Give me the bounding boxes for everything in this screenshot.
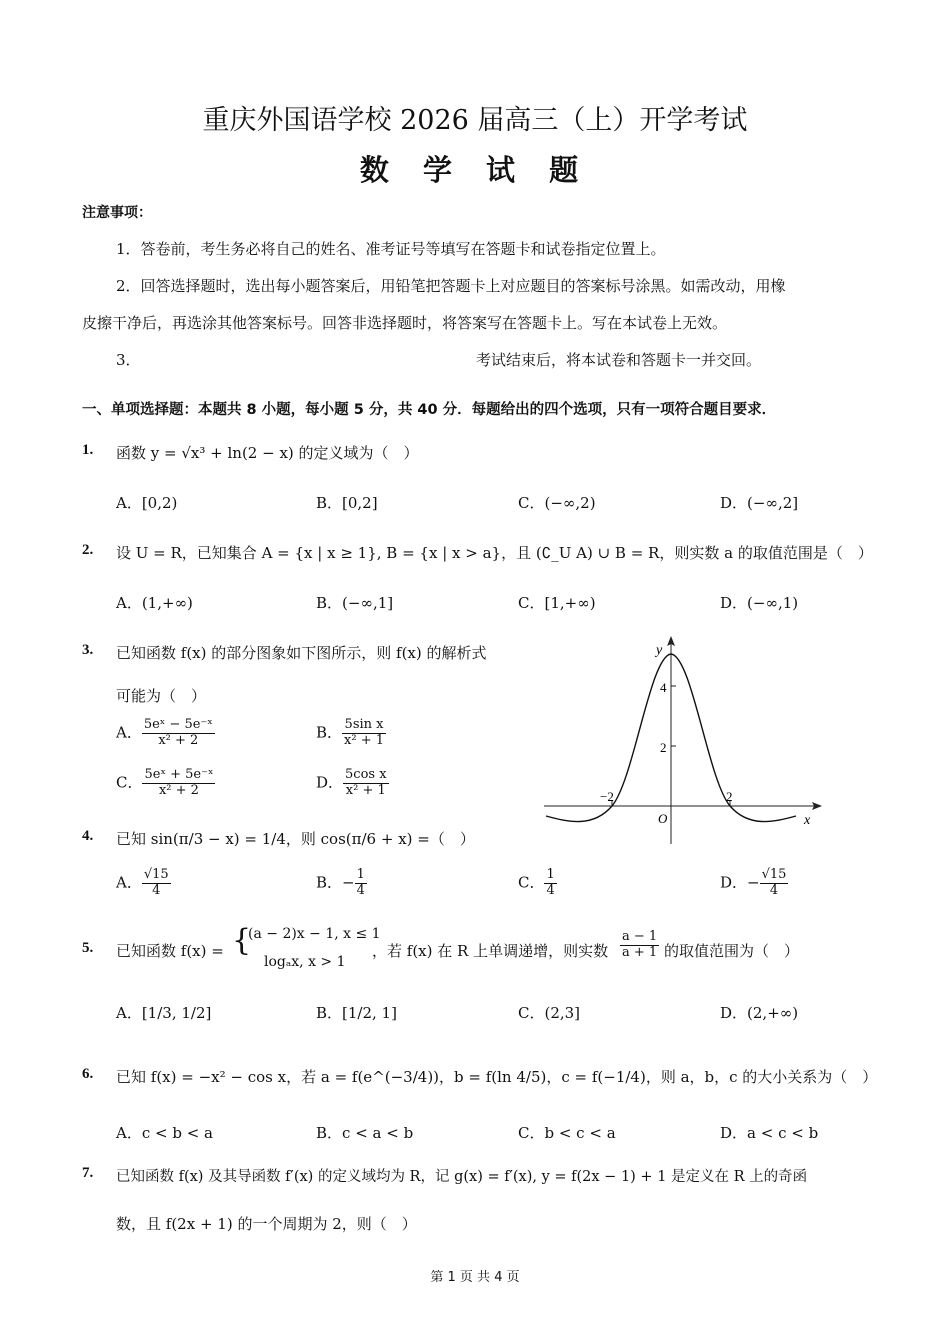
q3-option-b-label: B．	[316, 723, 343, 742]
q3-option-c-denominator: x² + 2	[158, 782, 199, 798]
q3-option-c	[116, 768, 215, 799]
q5-option-c: C．(2,3]	[518, 1004, 581, 1022]
q4-option-b-fraction	[355, 868, 367, 899]
q5-case-1: (a − 2)x − 1, x ≤ 1	[248, 926, 381, 942]
y-tick-label-4: 4	[660, 680, 667, 695]
exam-title: 重庆外国语学校 2026 届高三（上）开学考试	[202, 105, 748, 136]
q3-option-c-fraction	[142, 768, 215, 799]
notice-item-2a: 2．回答选择题时，选出每小题答案后，用铅笔把答题卡上对应题目的答案标号涂黑。如需改动，用橡	[116, 277, 786, 295]
q6-number: 6.	[82, 1066, 94, 1082]
q3-option-c-label: C．	[116, 773, 143, 792]
q2-option-d: D．(−∞,1)	[720, 594, 799, 612]
q4-stem: 已知 sin(π/3 − x) = 1/4，则 cos(π/6 + x) =（ ）	[116, 830, 475, 848]
q4-option-a-fraction	[142, 868, 171, 899]
q1-option-b: B．[0,2]	[316, 494, 378, 512]
q5-option-a: A．[1/3, 1/2]	[116, 1004, 212, 1022]
q3-option-d-fraction	[343, 768, 389, 799]
notice-item-3a: 3．	[116, 351, 141, 369]
notice-item-1: 1．答卷前，考生务必将自己的姓名、准考证号等填写在答题卡和试卷指定位置上。	[116, 240, 666, 258]
x-tick-label-2: 2	[726, 789, 733, 804]
q4-option-b-numerator: 1	[356, 867, 365, 882]
q4-option-d-label: D．−	[720, 873, 760, 892]
q1-number: 1.	[82, 442, 94, 458]
notice-heading: 注意事项：	[82, 205, 152, 221]
q4-option-d-fraction	[760, 868, 789, 899]
q4-option-c-denominator: 4	[546, 882, 555, 898]
q1-option-d: D．(−∞,2]	[720, 494, 799, 512]
q3-stem-line2: 可能为（ ）	[116, 687, 207, 705]
q1-option-c: C．(−∞,2)	[518, 494, 596, 512]
q4-option-a-numerator: √15	[143, 867, 169, 882]
q4-option-a-label: A．	[116, 873, 142, 892]
notice-item-3b: 考试结束后，将本试卷和答题卡一并交回。	[476, 351, 762, 369]
q5-option-d: D．(2,+∞)	[720, 1004, 799, 1022]
q3-option-b-denominator: x² + 1	[344, 732, 385, 748]
q7-number: 7.	[82, 1165, 94, 1181]
exam-subtitle: 数 学 试 题	[359, 153, 591, 187]
q5-stem-b: ，若 f(x) 在 R 上单调递增，则实数	[372, 942, 609, 960]
q6-option-c: C．b < c < a	[518, 1124, 616, 1142]
q3-option-c-numerator: 5eˣ + 5e⁻ˣ	[144, 767, 214, 782]
q7-stem-line1: 已知函数 f(x) 及其导函数 f′(x) 的定义域均为 R，记 g(x) = f′(x), y = f(2x − 1) + 1 是定义在 R 上的奇函	[116, 1169, 808, 1185]
q3-function-graph	[538, 630, 828, 850]
q4-option-d-numerator: √15	[761, 867, 787, 882]
q2-option-c: C．[1,+∞)	[518, 594, 596, 612]
q3-option-d-denominator: x² + 1	[345, 782, 386, 798]
q2-option-a: A．(1,+∞)	[116, 594, 193, 612]
q7-stem-line2: 数，且 f(2x + 1) 的一个周期为 2，则（ ）	[116, 1215, 417, 1233]
q2-stem: 设 U = R，已知集合 A = {x | x ≥ 1}, B = {x | x > a}，且 (∁_U A) ∪ B = R，则实数 a 的取值范围是（ ）	[116, 544, 873, 562]
origin-label: O	[658, 811, 668, 826]
q3-option-a	[116, 718, 215, 749]
q6-option-a: A．c < b < a	[116, 1124, 213, 1142]
notice-item-2b: 皮擦干净后，再选涂其他答案标号。回答非选择题时，将答案写在答题卡上。写在本试卷上无效。	[82, 314, 728, 332]
q5-stem-fraction-denominator: a + 1	[622, 944, 658, 960]
q4-option-d	[720, 868, 788, 899]
q6-stem: 已知 f(x) = −x² − cos x，若 a = f(e^(−3/4))，b = f(ln 4/5)，c = f(−1/4)，则 a，b，c 的大小关系为（ ）	[116, 1068, 878, 1086]
q4-option-a	[116, 868, 171, 899]
q3-option-a-fraction	[142, 718, 215, 749]
q2-option-b: B．(−∞,1]	[316, 594, 394, 612]
q3-option-b-numerator: 5sin x	[342, 718, 386, 734]
q5-stem-fraction-numerator: a − 1	[622, 929, 658, 944]
q4-option-a-denominator: 4	[152, 882, 161, 898]
y-tick-label-2: 2	[660, 740, 667, 755]
q4-option-c-numerator: 1	[546, 867, 555, 882]
q3-number: 3.	[82, 642, 94, 658]
q1-option-a: A．[0,2)	[116, 494, 178, 512]
q4-option-b-label: B．−	[316, 873, 355, 892]
q5-case-2: logₐx, x > 1	[264, 954, 346, 970]
y-axis-label: y	[656, 643, 663, 658]
q3-stem-line1: 已知函数 f(x) 的部分图象如下图所示，则 f(x) 的解析式	[116, 644, 487, 662]
q3-option-b-fraction	[342, 718, 386, 749]
q4-option-c	[518, 868, 557, 899]
q4-option-d-denominator: 4	[769, 882, 779, 898]
q3-option-d-label: D．	[316, 773, 344, 792]
x-axis-label: x	[804, 813, 811, 828]
q3-option-d-numerator: 5cos x	[345, 767, 387, 782]
q5-stem-c: 的取值范围为（ ）	[664, 942, 800, 960]
q3-option-a-numerator: 5eˣ − 5e⁻ˣ	[143, 717, 213, 732]
q1-stem: 函数 y = √x³ + ln(2 − x) 的定义域为（ ）	[116, 444, 419, 462]
q4-option-b-denominator: 4	[356, 882, 365, 898]
q3-option-a-label: A．	[116, 723, 142, 742]
q6-option-b: B．c < a < b	[316, 1124, 414, 1142]
q2-number: 2.	[82, 542, 94, 558]
q5-number: 5.	[82, 940, 94, 956]
x-tick-label-neg2: −2	[600, 789, 614, 804]
q3-option-b	[316, 718, 386, 749]
q5-brace: {	[232, 923, 252, 958]
q4-option-c-fraction	[544, 868, 556, 899]
q5-option-b: B．[1/2, 1]	[316, 1004, 397, 1022]
q3-option-a-denominator: x² + 2	[158, 732, 199, 748]
q4-option-c-label: C．	[518, 873, 545, 892]
section-heading: 一、单项选择题：本题共 8 小题，每小题 5 分，共 40 分．每题给出的四个选项，只有一项符合题目要求．	[82, 402, 777, 418]
q4-option-b	[316, 868, 367, 899]
q4-number: 4.	[82, 828, 94, 844]
q6-option-d: D．a < c < b	[720, 1124, 819, 1142]
q5-stem-fraction	[620, 930, 659, 961]
page-footer: 第 1 页 共 4 页	[430, 1270, 520, 1285]
q3-option-d	[316, 768, 389, 799]
q5-stem-a: 已知函数 f(x) =	[116, 942, 224, 960]
